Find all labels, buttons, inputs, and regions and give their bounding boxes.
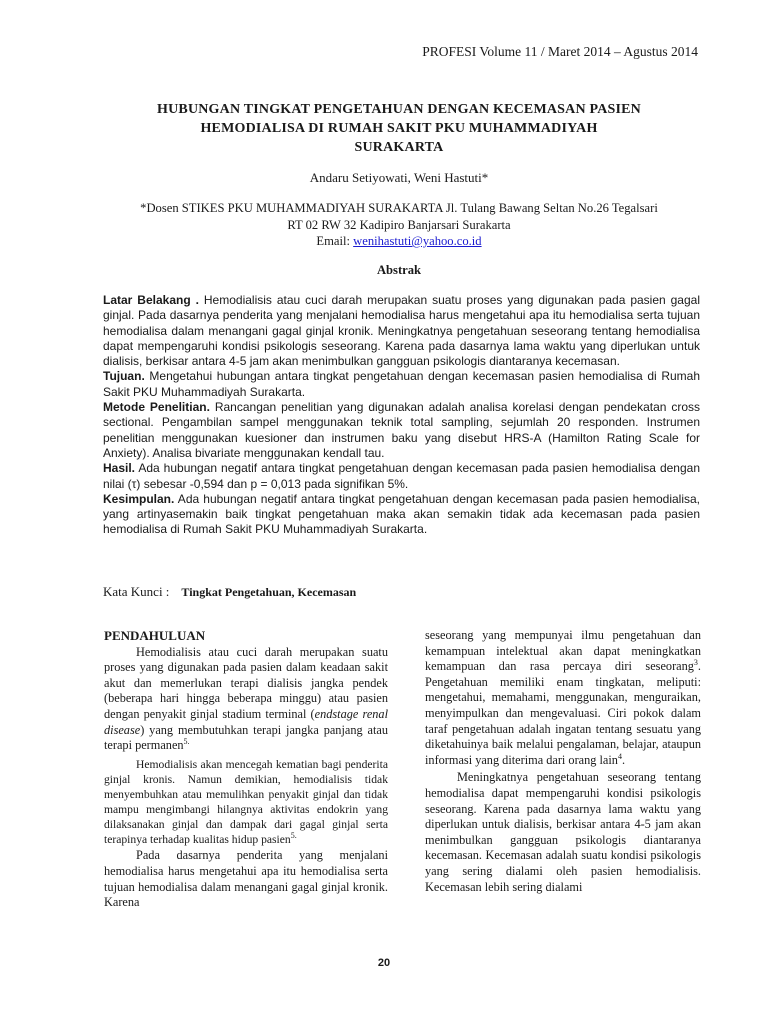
- title-line-3: SURAKARTA: [354, 140, 444, 155]
- affiliation-line-2: RT 02 RW 32 Kadipiro Banjarsari Surakarta: [287, 217, 511, 232]
- citation-ref: 3: [693, 658, 698, 668]
- paragraph-4-text-a: seseorang yang mempunyai ilmu pengetahuan dan kemampuan intelektual akan dapat meningkatkan kemampuan dan rasa percaya diri seseorang: [425, 628, 701, 674]
- citation-ref: 4: [617, 751, 622, 761]
- title-line-2: HEMODIALISA DI RUMAH SAKIT PKU MUHAMMADIYAH: [200, 121, 598, 136]
- paragraph-1-term: endstage renal disease: [104, 706, 388, 737]
- objective-text: Mengetahui hubungan antara tingkat pengetahuan dengan kecemasan pasien hemodialisa di Rumah Sakit PKU Muhammadiyah Surakarta.: [103, 369, 700, 399]
- paragraph-5: [425, 770, 701, 895]
- results-label: Hasil.: [103, 461, 136, 476]
- citation-ref: 5.: [290, 831, 297, 841]
- paragraph-4-text-c: .: [621, 752, 626, 767]
- citation-ref: 5.: [183, 737, 190, 747]
- abstract-body: [103, 293, 700, 538]
- abstract-method: [103, 400, 700, 461]
- email-link[interactable]: wenihastuti@yahoo.co.id: [353, 234, 482, 248]
- affiliation: [100, 200, 698, 250]
- conclusion-label: Kesimpulan.: [103, 491, 175, 506]
- paragraph-1-text-b: ) yang membutuhkan terapi jangka panjang atau terapi permanen: [104, 722, 388, 753]
- abstract-objective: [103, 369, 700, 400]
- keywords: [103, 584, 356, 600]
- objective-label: Tujuan.: [103, 369, 145, 384]
- keywords-label: Kata Kunci :: [103, 584, 170, 599]
- paragraph-3: [104, 848, 388, 910]
- title-line-1: HUBUNGAN TINGKAT PENGETAHUAN DENGAN KECEMASAN PASIEN: [157, 102, 641, 117]
- paragraph-5-text: Meningkatnya pengetahuan seseorang tentang hemodialisa dapat mempengaruhi kondisi psikologis seseorang. Karena pada dasarnya lama waktu yang diperlukan untuk dialisis, berkisar antara 4-5 jam akan menimbulkan gangguan psikologis diantaranya kecemasan. Kecemasan adalah suatu kondisi psikologis yang sering dialami oleh pasien hemodialisis. Kecemasan lebih sering dialami: [425, 770, 701, 894]
- abstract-heading: Abstrak: [376, 263, 422, 277]
- background-label: Latar Belakang .: [103, 293, 199, 307]
- email-line: [100, 233, 698, 250]
- paragraph-4: [425, 628, 701, 768]
- abstract-background: [103, 293, 700, 369]
- authors: Andaru Setiyowati, Weni Hastuti*: [309, 170, 489, 185]
- running-header: PROFESI Volume 11 / Maret 2014 – Agustus 2014: [422, 44, 698, 59]
- paragraph-3-text: Pada dasarnya penderita yang menjalani hemodialisa harus mengetahui apa itu hemodialisa serta tujuan hemodialisa dalam menangani gagal ginjal kronik. Karena: [104, 848, 388, 910]
- affiliation-line-1: *Dosen STIKES PKU MUHAMMADIYAH SURAKARTA Jl. Tulang Bawang Seltan No.26 Tegalsari: [140, 201, 658, 215]
- left-column: [104, 628, 388, 911]
- paragraph-4-text-b: . Pengetahuan memiliki enam tingkatan, meliputi: mengetahui, memahami, menggunakan, menguraikan, menyimpulkan dan mengevaluasi. Ciri pokok dalam taraf pengetahuan adalah ingatan tentang sesuatu yang diketahuinya baik melalui pengalaman, belajar, ataupun informasi yang diterima dari orang lain: [425, 659, 701, 767]
- paragraph-1-text-a: Hemodialisis atau cuci darah merupakan suatu proses yang digunakan pada pasien dalam keadaan sakit akut dan memerlukan terapi dialisis jangka pendek (beberapa hari hingga beberapa minggu) atau pasien dengan penyakit ginjal stadium terminal (: [104, 644, 388, 721]
- right-column: [425, 628, 701, 895]
- paragraph-1: [104, 645, 388, 754]
- paragraph-2-text: Hemodialisis akan mencegah kematian bagi penderita ginjal kronis. Namun demikian, hemodialisis tidak menyembuhkan atau memulihkan penyakit ginjal dan tidak mampu mengimbangi hilangnya aktivitas endokrin yang dilaksanakan ginjal dan dampak dari gagal ginjal serta terapinya terhadap kualitas hidup pasien: [104, 757, 388, 847]
- method-label: Metode Penelitian.: [103, 400, 210, 415]
- abstract-conclusion: [103, 492, 700, 538]
- abstract-results: [103, 461, 700, 492]
- paper-title: [100, 100, 698, 157]
- conclusion-text: Ada hubungan negatif antara tingkat pengetahuan dengan kecemasan pada pasien hemodialisa, yang artinyasemakin baik tingkat pengetahuan maka akan semakin tidak ada kecemasan pada pasien hemodialisa di Rumah Sakit PKU Muhammadiyah Surakarta.: [103, 491, 700, 537]
- page-number: 20: [377, 957, 391, 969]
- keywords-value: Tingkat Pengetahuan, Kecemasan: [181, 585, 357, 599]
- background-text: Hemodialisis atau cuci darah merupakan suatu proses yang digunakan pada pasien gagal ginjal. Pada dasarnya penderita yang menjalani hemodialisa harus mengetahui apa itu hemodialisa serta tujuan hemodialisa dalam menangani gagal ginjal kronik. Meningkatnya pengetahuan seseorang tentang hemodialisa dapat mempengaruhi kondisi psikologis seseorang. Karena pada dasarnya lama waktu yang diperlukan untuk dialisis, berkisar antara 4-5 jam akan menimbulkan gangguan psikologis diantaranya kecemasan.: [103, 293, 700, 369]
- section-heading: PENDAHULUAN: [104, 628, 206, 643]
- results-text: Ada hubungan negatif antara tingkat pengetahuan dengan kecemasan pada pasien hemodialisa dengan nilai (τ) sebesar -0,594 dan p = 0,013 pada signifikan 5%.: [103, 461, 700, 491]
- email-label: Email:: [316, 234, 354, 248]
- method-text: Rancangan penelitian yang digunakan adalah analisa korelasi dengan pendekatan cross sectional. Pengambilan sampel menggunakan teknik total sampling, sejumlah 20 responden. Instrumen penelitian menggunakan kuesioner dan instrumen baku yang disebut HRS-A (Hamilton Rating Scale for Anxiety). Analisa bivariate menggunakan kendall tau.: [103, 400, 700, 460]
- paragraph-2: [104, 757, 388, 848]
